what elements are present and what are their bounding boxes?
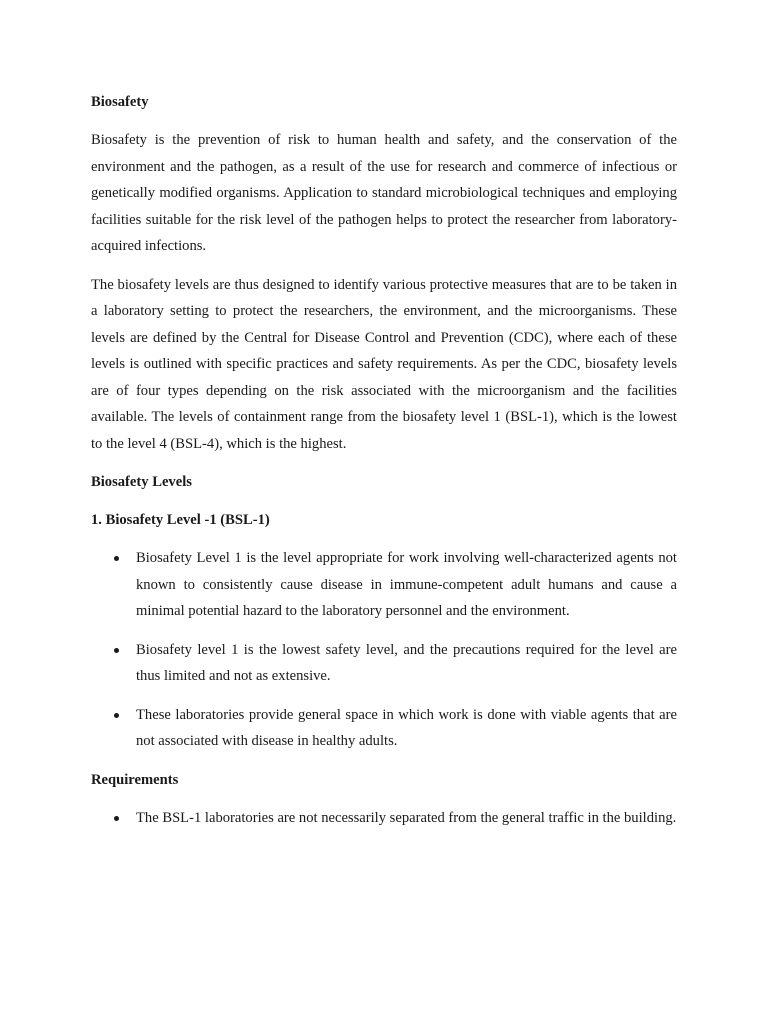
bullet-icon [114,648,119,653]
list-item [91,702,677,755]
list-item [91,637,677,690]
subsection-title-bsl1: 1. Biosafety Level -1 (BSL-1) [91,512,270,528]
list-item [91,545,677,625]
list-item-text: The BSL-1 laboratories are not necessarily separated from the general traffic in the building. [136,809,677,826]
section-title-biosafety-levels: Biosafety Levels [91,474,192,490]
list-item-text: Biosafety Level 1 is the level appropriate for work involving well-characterized agents not known to consistently cause disease in immune-competent adult humans and cause a minimal potential hazard to the laboratory personnel and the environment. [136,550,677,619]
list-item-text: Biosafety level 1 is the lowest safety level, and the precautions required for the level are thus limited and not as extensive. [136,641,677,684]
document-body [91,89,677,843]
bsl1-bullet-list [91,545,677,755]
bullet-icon [114,556,119,561]
intro-paragraph-2: The biosafety levels are thus designed to identify various protective measures that are to be taken in a laboratory setting to protect the researchers, the environment, and the microorganisms. These levels are defined by the Central for Disease Control and Prevention (CDC), where each of these levels is outlined with specific practices and safety requirements. As per the CDC, biosafety levels are of four types depending on the risk associated with the microorganism and the facilities available. The levels of containment range from the biosafety level 1 (BSL-1), which is the lowest to the level 4 (BSL-4), which is the highest. [91,276,677,452]
intro-paragraph-1: Biosafety is the prevention of risk to human health and safety, and the conservation of the environment and the pathogen, as a result of the use for research and commerce of infectious or genetically modified organisms. Application to standard microbiological techniques and employing facilities suitable for the risk level of the pathogen helps to protect the researcher from laboratory-acquired infections. [91,132,677,254]
section-title-biosafety: Biosafety [91,94,149,110]
section-title-requirements: Requirements [91,771,179,788]
list-item [91,805,677,832]
list-item-text: These laboratories provide general space in which work is done with viable agents that are not associated with disease in healthy adults. [136,706,677,749]
requirements-bullet-list [91,805,677,832]
bullet-icon [114,816,119,821]
bullet-icon [114,713,119,718]
